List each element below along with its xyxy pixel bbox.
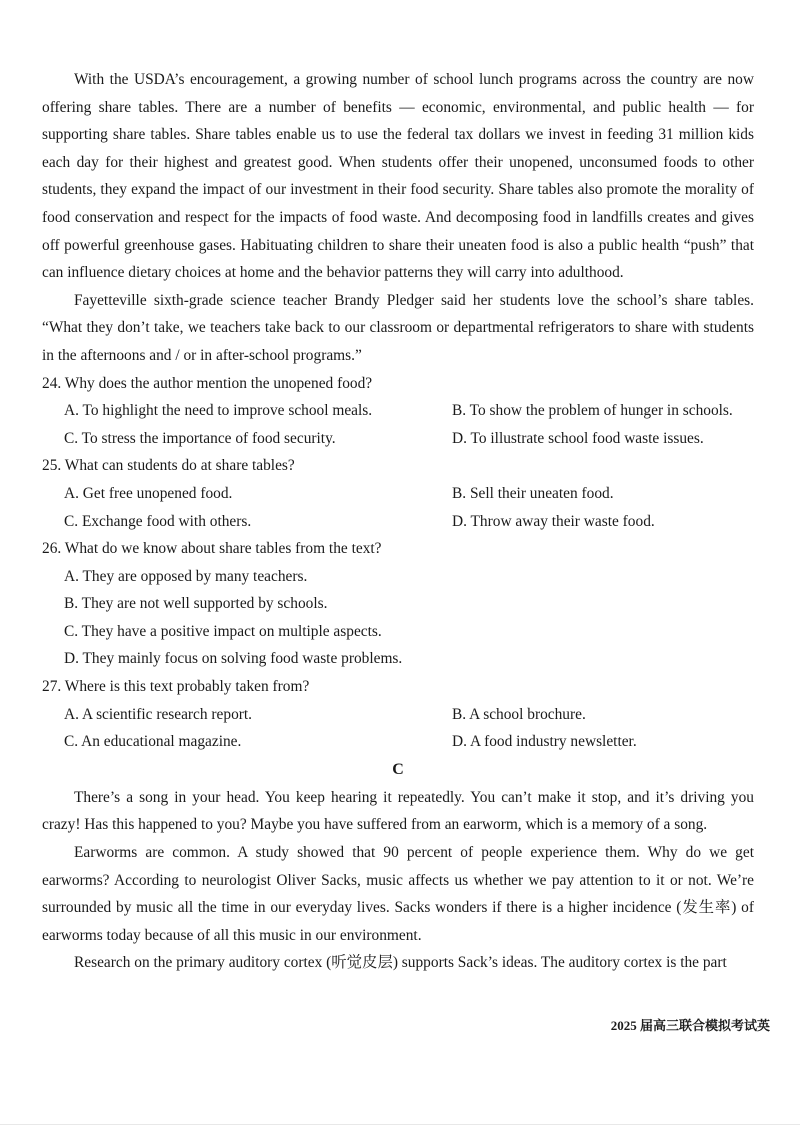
paragraph: Fayetteville sixth-grade science teacher Brandy Pledger said her students love the school’s share tables. “What they don’t take, we teachers take back to our classroom or departmental refrigerators to share with students in the afternoons and / or in after-school programs.” — [42, 291, 754, 364]
page-content — [42, 66, 754, 977]
option-c: C. Exchange food with others. — [64, 512, 252, 530]
option-b: B. A school brochure. — [452, 705, 586, 723]
question-stem: 27. Where is this text probably taken from? — [42, 678, 310, 696]
option-a: A. To highlight the need to improve school meals. — [64, 402, 373, 420]
options — [42, 701, 754, 756]
option-b: B. To show the problem of hunger in schools. — [452, 402, 733, 420]
options — [42, 397, 754, 452]
question-stem: 25. What can students do at share tables? — [42, 457, 295, 475]
question-27 — [42, 673, 754, 756]
paragraph: Earworms are common. A study showed that 90 percent of people experience them. Why do we get earworms? According to neurologist Oliver Sacks, music affects us whether we pay attention to it or not. We’re surrounded by music all the time in our everyday lives. Sacks wonders if there is a higher incidence (发生率) of earworms today because of all this music in our environment. — [42, 844, 754, 944]
question-25 — [42, 452, 754, 535]
page-footer: 2025 届高三联合模拟考试英 — [610, 1018, 770, 1033]
paragraph: With the USDA’s encouragement, a growing number of school lunch programs across the country are now offering share tables. There are a number of benefits — economic, environmental, and public health — for supporting share tables. Share tables enable us to use the federal tax dollars we invest in feeding 31 million kids each day for their highest and greatest good. When students offer their unopened, unconsumed foods to other students, they expand the impact of our investment in their food security. Share tables also promote the morality of food conservation and respect for the impacts of food waste. And decomposing food in landfills creates and gives off powerful greenhouse gases. Habituating children to share their uneaten food is also a public health “push” that can influence dietary choices at home and the behavior patterns they will carry into adulthood. — [42, 71, 754, 282]
option-c: C. An educational magazine. — [64, 733, 242, 751]
page-edge-divider — [0, 1124, 800, 1125]
passage-c — [42, 756, 754, 977]
option-d: D. A food industry newsletter. — [452, 733, 637, 751]
passage-b — [42, 66, 754, 370]
option-b: B. They are not well supported by schools. — [64, 595, 328, 613]
option-b: B. Sell their uneaten food. — [452, 484, 614, 502]
question-stem: 24. Why does the author mention the unopened food? — [42, 374, 373, 392]
paragraph: Research on the primary auditory cortex (听觉皮层) supports Sack’s ideas. The auditory cortex is the part — [74, 954, 727, 972]
paragraph: There’s a song in your head. You keep hearing it repeatedly. You can’t make it stop, and it’s driving you crazy! Has this happened to you? Maybe you have suffered from an earworm, which is a memory of a song. — [42, 788, 754, 834]
option-a: A. A scientific research report. — [64, 705, 253, 723]
option-c: C. They have a positive impact on multiple aspects. — [64, 622, 382, 640]
option-a: A. They are opposed by many teachers. — [64, 567, 308, 585]
option-d: D. To illustrate school food waste issues. — [452, 429, 704, 447]
option-a: A. Get free unopened food. — [64, 484, 233, 502]
option-c: C. To stress the importance of food security. — [64, 429, 336, 447]
section-title: C — [392, 760, 404, 778]
question-stem: 26. What do we know about share tables from the text? — [42, 540, 382, 558]
options — [42, 563, 754, 673]
question-26 — [42, 535, 754, 673]
question-24 — [42, 370, 754, 453]
option-d: D. Throw away their waste food. — [452, 512, 655, 530]
option-d: D. They mainly focus on solving food waste problems. — [64, 650, 403, 668]
options — [42, 480, 754, 535]
